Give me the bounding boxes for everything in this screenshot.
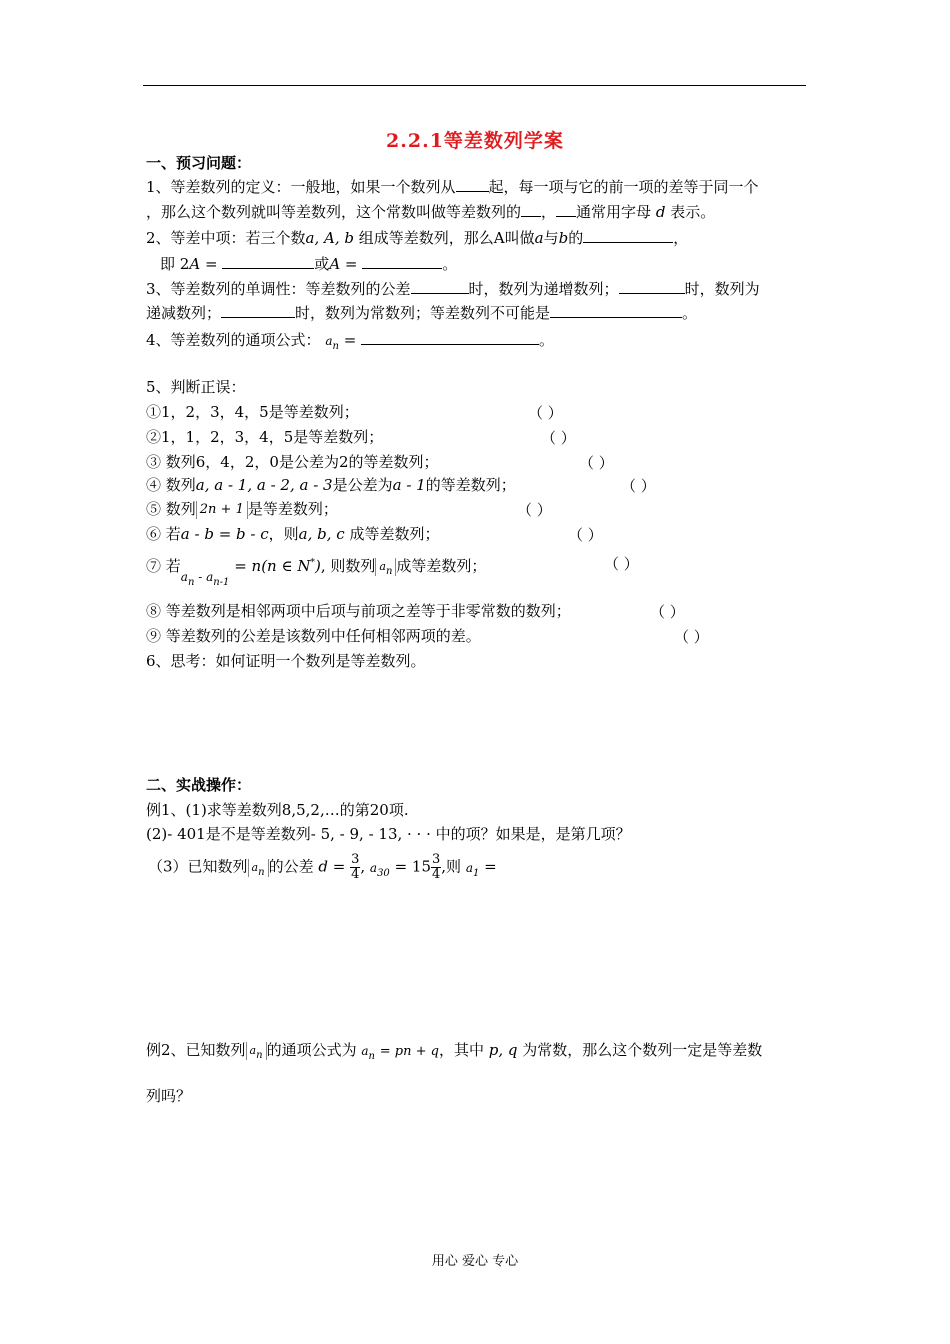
- judge-item-6: ⑥ 若a - b = b - c，则a, b, c 成等差数列；: [146, 525, 440, 543]
- example1-part3: （3）已知数列 an 的公差 d = $\frac{3}{4}$ , $a_{30} = 15$ $\frac{3}{4}$ ,则 $a_1$ =: [148, 852, 497, 882]
- page-title: 2.2.1等差数列学案: [386, 130, 564, 152]
- q6-line: 6、思考：如何证明一个数列是等差数列。: [146, 652, 426, 670]
- answer-paren-3[interactable]: （ ）: [579, 454, 614, 472]
- answer-paren-9[interactable]: （ ）: [674, 628, 709, 646]
- answer-paren-2[interactable]: （ ）: [541, 429, 576, 447]
- answer-paren-8[interactable]: （ ）: [650, 603, 685, 621]
- q3-line1: 3、等差数列的单调性：等差数列的公差 时，数列为递增数列； 时，数列为: [146, 280, 760, 298]
- answer-paren-5[interactable]: （ ）: [517, 501, 552, 519]
- answer-paren-4[interactable]: （ ）: [621, 477, 656, 495]
- example2-line2: 列吗？: [146, 1087, 192, 1105]
- judge-item-2: ②1，1，2，3，4，5是等差数列；: [146, 428, 384, 446]
- judge-item-8: ⑧ 等差数列是相邻两项中后项与前项之差等于非零常数的数列；: [146, 602, 571, 620]
- q1-line1: 1、等差数列的定义：一般地，如果一个数列从 起，每一项与它的前一项的差等于同一个: [146, 178, 759, 196]
- judge-item-4: ④ 数列a, a - 1, a - 2, a - 3是公差为a - 1的等差数列；: [146, 476, 516, 494]
- q3-line2: 递减数列； 时，数列为常数列；等差数列不可能是 。: [146, 304, 698, 322]
- answer-paren-1[interactable]: （ ）: [528, 404, 563, 422]
- judge-item-1: ①1，2，3，4，5是等差数列；: [146, 403, 359, 421]
- q2-line2: 即 2A = 或A = 。: [160, 255, 458, 273]
- judge-item-5: ⑤ 数列 2n + 1 是等差数列；: [146, 500, 338, 518]
- answer-paren-7[interactable]: （ ）: [604, 555, 639, 573]
- answer-paren-6[interactable]: （ ）: [568, 526, 603, 544]
- judge-item-3: ③ 数列6，4，2，0是公差为2的等差数列；: [146, 453, 439, 471]
- example1-part1: 例1、(1)求等差数列8,5,2,…的第20项.: [146, 801, 409, 819]
- q2-line1: 2、等差中项：若三个数a, A, b 组成等差数列，那么A叫做a与b的 ，: [146, 229, 689, 247]
- example1-part2: (2)- 401是不是等差数列- 5, - 9, - 13, · · · 中的项？如果是，是第几项？: [146, 825, 631, 843]
- section-heading-1: 一、预习问题：: [146, 154, 252, 172]
- judge-item-7: ⑦ 若$_{a_n - a_{n-1}}$ = n(n ∈ N*), 则数列 an 成等差数列；: [146, 557, 487, 588]
- example2-line1: 例2、已知数列 an 的通项公式为 $a_n$ = pn + q，其中 p, q 为常数，那么这个数列一定是等差数: [146, 1041, 763, 1062]
- q1-line2: ，那么这个数列就叫等差数列，这个常数叫做等差数列的 ， 通常用字母 d 表示。: [146, 203, 716, 221]
- section-heading-2: 二、实战操作：: [146, 776, 252, 794]
- judge-item-9: ⑨ 等差数列的公差是该数列中任何相邻两项的差。: [146, 627, 481, 645]
- q5-heading: 5、判断正误：: [146, 378, 246, 396]
- header-rule: [143, 85, 806, 86]
- page-footer: 用心 爱心 专心: [431, 1254, 519, 1269]
- q4-line: 4、等差数列的通项公式： $a_n$ = 。: [146, 331, 555, 352]
